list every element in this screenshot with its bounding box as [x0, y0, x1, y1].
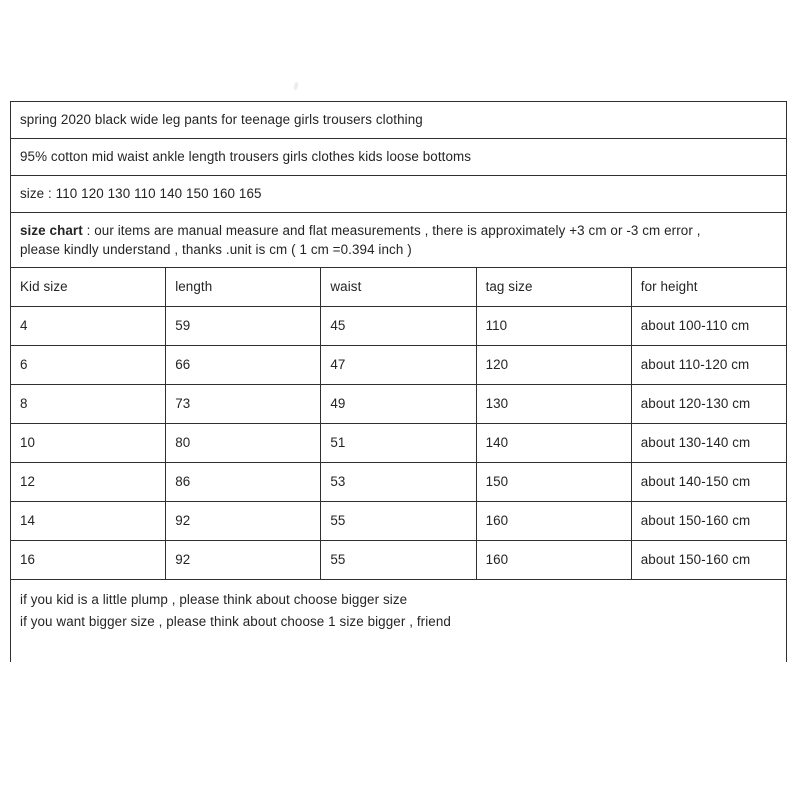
size-chart-note-line2: please kindly understand , thanks .unit is cm ( 1 cm =0.394 inch ) — [20, 242, 412, 257]
cell-waist: 45 — [321, 307, 476, 346]
size-chart-note-row — [11, 213, 787, 268]
size-chart-table — [10, 101, 787, 662]
cell-waist: 53 — [321, 463, 476, 502]
cell-kid-size: 4 — [11, 307, 166, 346]
cell-length: 59 — [166, 307, 321, 346]
cell-waist: 55 — [321, 502, 476, 541]
size-chart-note-line1: : our items are manual measure and flat measurements , there is approximately +3 cm or -3 cm error , — [82, 222, 701, 238]
footer-note-cell — [11, 580, 787, 662]
cell-kid-size: 10 — [11, 424, 166, 463]
table-row — [11, 463, 787, 502]
product-material-row — [11, 139, 787, 176]
cell-for-height: about 150-160 cm — [631, 541, 786, 580]
cell-length: 92 — [166, 541, 321, 580]
column-header-tag-size: tag size — [476, 268, 631, 307]
cell-waist: 51 — [321, 424, 476, 463]
cell-waist: 47 — [321, 346, 476, 385]
cell-kid-size: 8 — [11, 385, 166, 424]
cell-length: 92 — [166, 502, 321, 541]
size-chart-note-cell — [11, 213, 787, 268]
product-material-cell: 95% cotton mid waist ankle length trousers girls clothes kids loose bottoms — [11, 139, 787, 176]
cell-kid-size: 12 — [11, 463, 166, 502]
cell-for-height: about 150-160 cm — [631, 502, 786, 541]
column-header-length: length — [166, 268, 321, 307]
cell-for-height: about 110-120 cm — [631, 346, 786, 385]
table-row — [11, 424, 787, 463]
cell-length: 80 — [166, 424, 321, 463]
footer-note-line-1: if you kid is a little plump , please think about choose bigger size — [20, 592, 408, 607]
cell-length: 66 — [166, 346, 321, 385]
size-chart-note-label: size chart — [20, 222, 83, 238]
cell-tag-size: 150 — [476, 463, 631, 502]
table-row — [11, 502, 787, 541]
cell-for-height: about 140-150 cm — [631, 463, 786, 502]
cell-waist: 49 — [321, 385, 476, 424]
column-header-for-height: for height — [631, 268, 786, 307]
column-header-kid-size: Kid size — [11, 268, 166, 307]
cell-tag-size: 120 — [476, 346, 631, 385]
column-header-waist: waist — [321, 268, 476, 307]
footer-note-row — [11, 580, 787, 662]
scan-artifact-speck — [293, 82, 299, 91]
table-row — [11, 346, 787, 385]
cell-tag-size: 110 — [476, 307, 631, 346]
product-title-cell: spring 2020 black wide leg pants for teenage girls trousers clothing — [11, 102, 787, 139]
table-header-row — [11, 268, 787, 307]
cell-for-height: about 130-140 cm — [631, 424, 786, 463]
table-row — [11, 385, 787, 424]
cell-length: 86 — [166, 463, 321, 502]
available-sizes-row — [11, 176, 787, 213]
footer-note-line-2: if you want bigger size , please think about choose 1 size bigger , friend — [20, 613, 451, 629]
cell-tag-size: 160 — [476, 541, 631, 580]
cell-length: 73 — [166, 385, 321, 424]
cell-kid-size: 6 — [11, 346, 166, 385]
table-row — [11, 541, 787, 580]
product-title-row — [11, 102, 787, 139]
cell-waist: 55 — [321, 541, 476, 580]
cell-tag-size: 140 — [476, 424, 631, 463]
cell-kid-size: 16 — [11, 541, 166, 580]
cell-for-height: about 120-130 cm — [631, 385, 786, 424]
cell-for-height: about 100-110 cm — [631, 307, 786, 346]
table-row — [11, 307, 787, 346]
available-sizes-cell: size : 110 120 130 110 140 150 160 165 — [11, 176, 787, 213]
cell-kid-size: 14 — [11, 502, 166, 541]
cell-tag-size: 160 — [476, 502, 631, 541]
cell-tag-size: 130 — [476, 385, 631, 424]
